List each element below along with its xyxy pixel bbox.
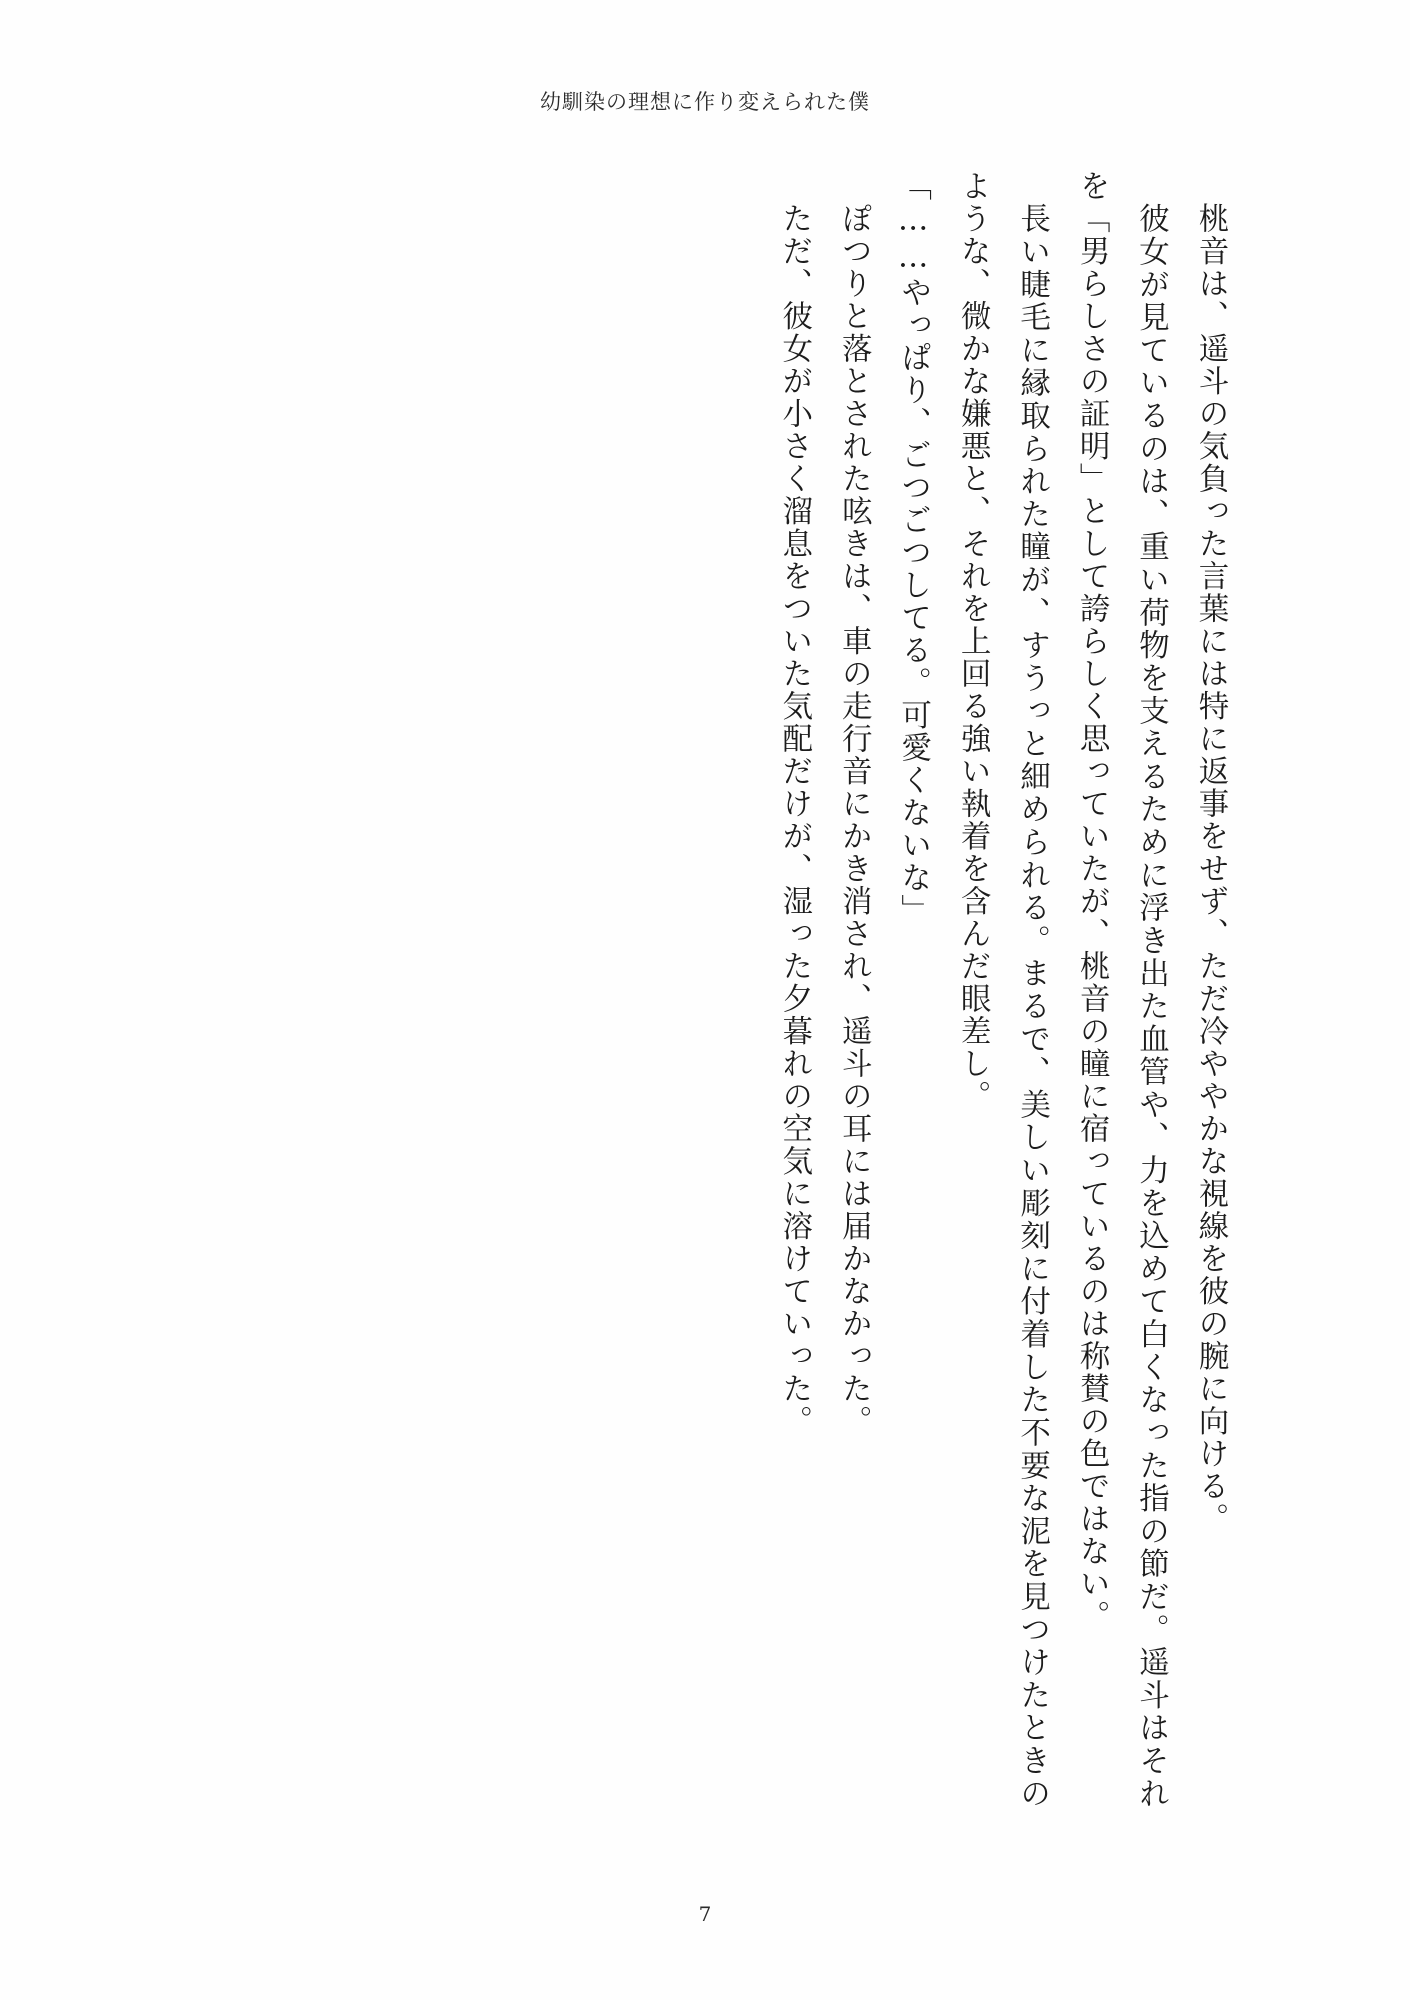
paragraph-1: 桃音は、遥斗の気負った言葉には特に返事をせず、ただ冷ややかな視線を彼の腕に向ける。 (1193, 170, 1228, 1535)
paragraph-2: 彼女が見ているのは、重い荷物を支えるために浮き出た血管や、力を込めて白くなった指の節だ。遥斗はそれを「男らしさの証明」として誇らしく思っていたが、桃音の瞳に宿っているのは称賛の色ではない。 (1074, 170, 1169, 1811)
paragraph-6: ただ、彼女が小さく溜息をついた気配だけが、湿った夕暮れの空気に溶けていった。 (776, 170, 812, 1438)
paragraph-4: 「……やっぱり、ごつごつしてる。可愛くないな」 (895, 170, 931, 927)
page-number: 7 (698, 1902, 712, 1926)
paragraph-3: 長い睫毛に縁取られた瞳が、すうっと細められる。まるで、美しい彫刻に付着した不要な泥を見つけたときのような、微かな嫌悪と、それを上回る強い執着を含んだ眼差し。 (955, 170, 1050, 1811)
paragraph-5: ぽつりと落とされた呟きは、車の走行音にかき消され、遥斗の耳には届かなかった。 (836, 170, 872, 1438)
vertical-text-body (180, 170, 1240, 1810)
page-header-title: 幼馴染の理想に作り変えられた僕 (540, 90, 870, 114)
